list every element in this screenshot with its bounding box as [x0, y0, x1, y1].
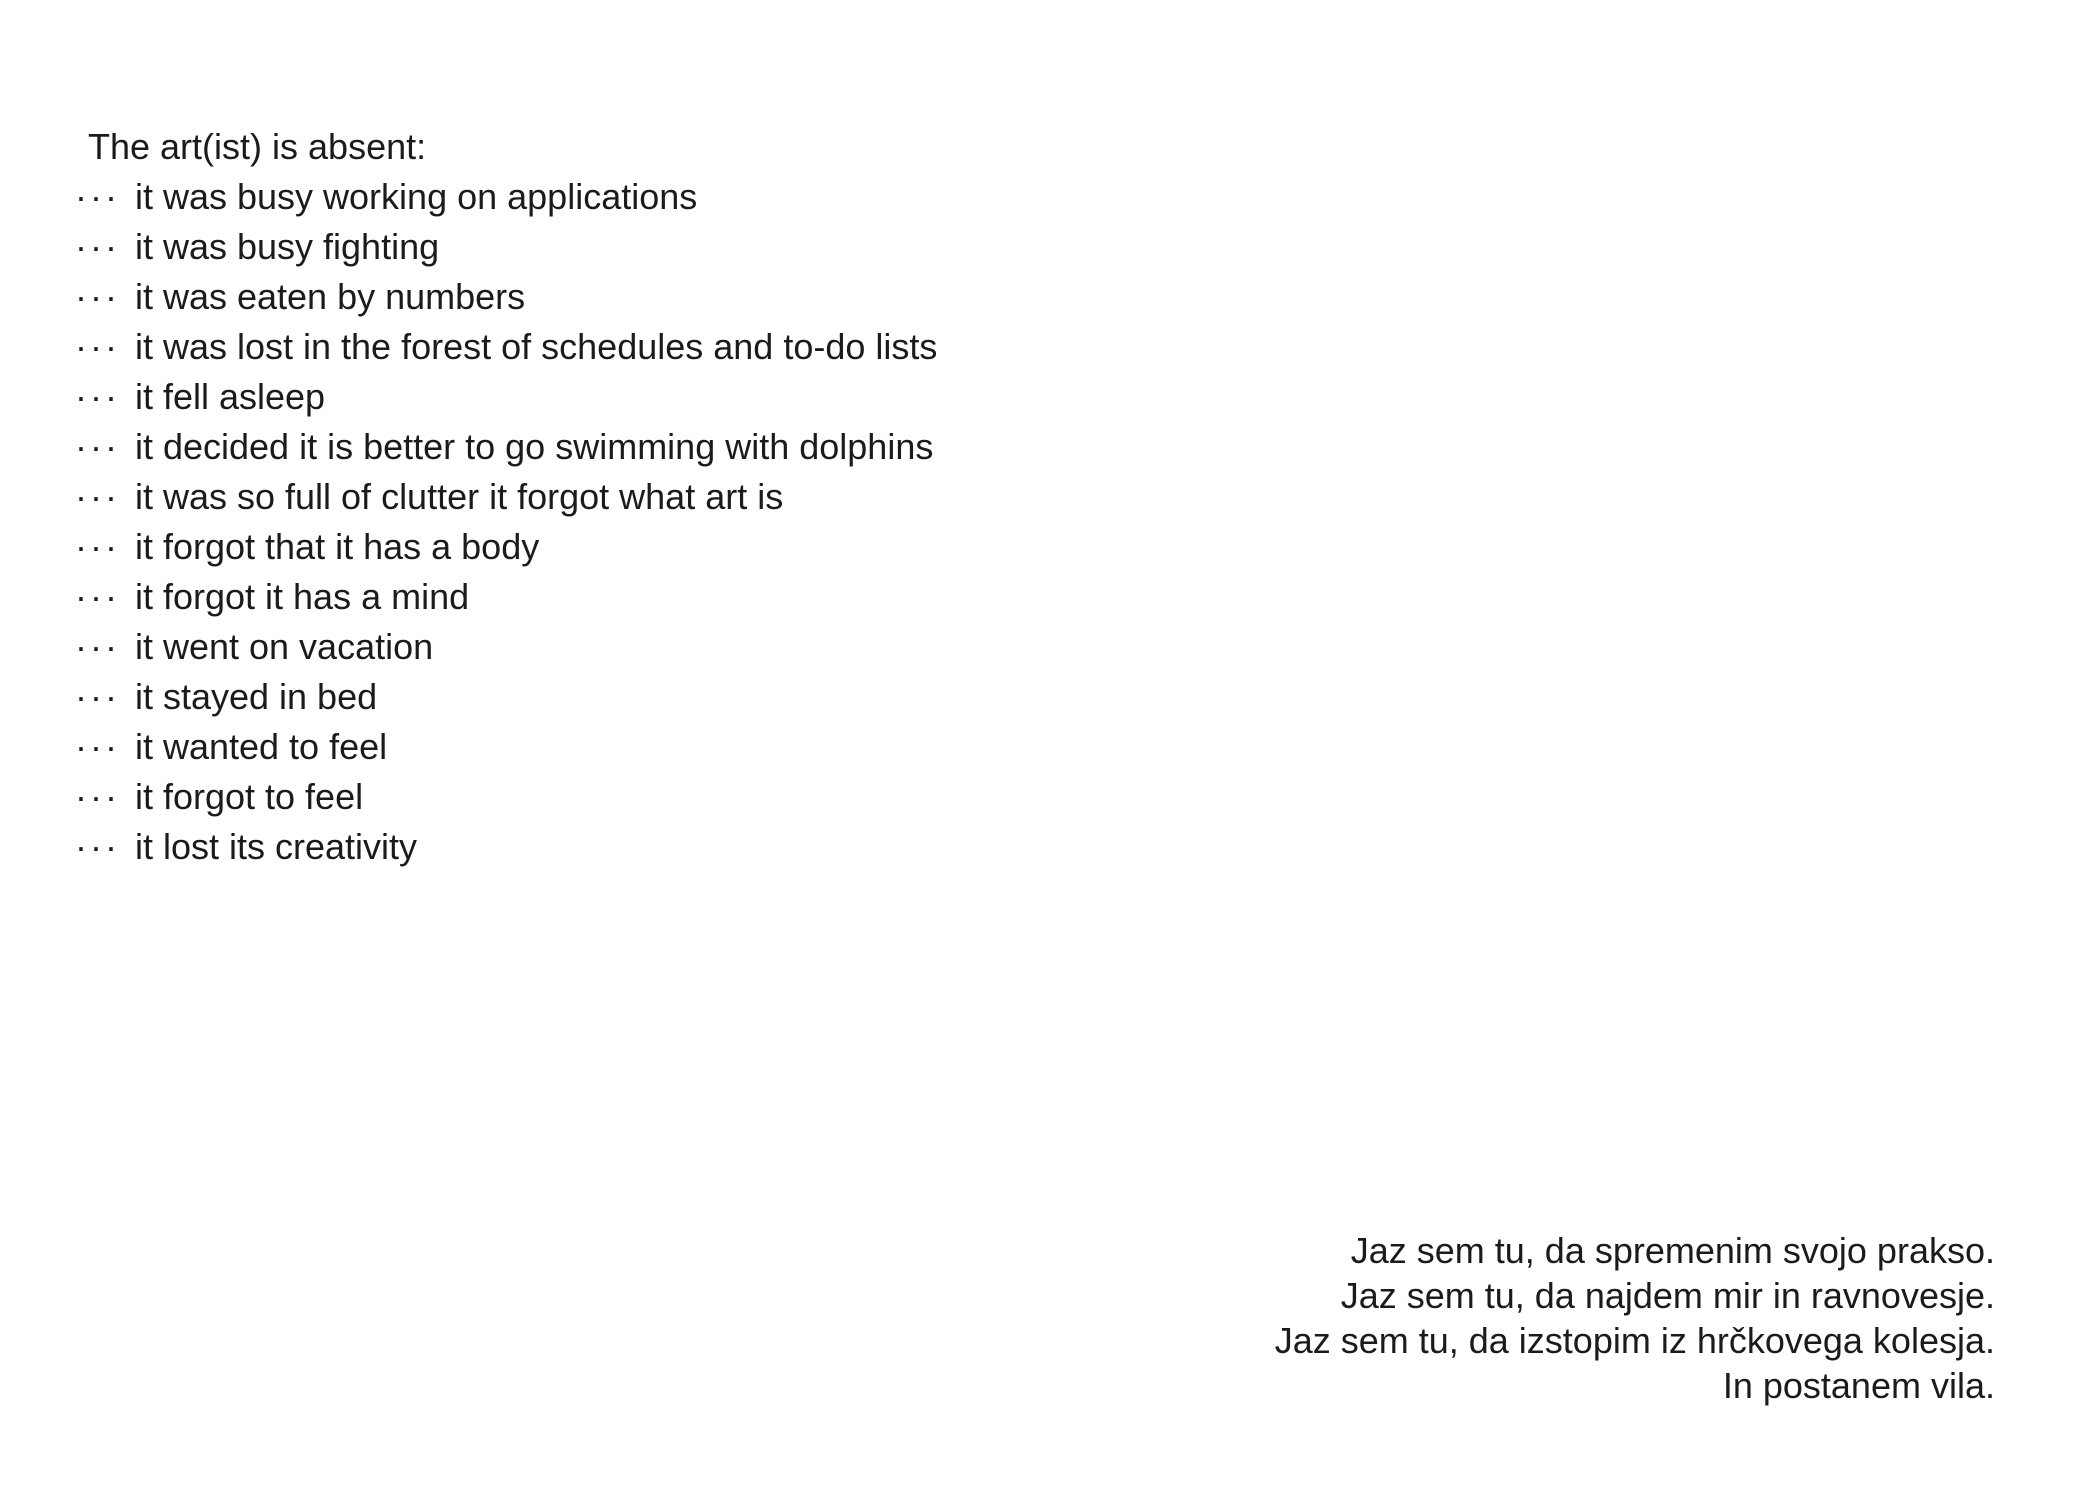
- ellipsis-bullet: ···: [75, 176, 120, 217]
- affirmation-line: Jaz sem tu, da izstopim iz hrčkovega kolesja.: [1274, 1320, 1995, 1361]
- affirmation-line: In postanem vila.: [1722, 1365, 1995, 1406]
- poem-line-text: it was lost in the forest of schedules and to-do lists: [134, 326, 938, 367]
- ellipsis-bullet: ···: [75, 476, 120, 517]
- poem-line-text: it forgot that it has a body: [134, 526, 540, 567]
- poem-line: [75, 772, 937, 822]
- poem-line-text: it went on vacation: [134, 626, 434, 667]
- ellipsis-bullet: ···: [75, 226, 120, 267]
- ellipsis-bullet: ···: [75, 776, 120, 817]
- poem-line: [75, 572, 937, 622]
- affirmations-block: [1275, 1228, 1995, 1408]
- ellipsis-bullet: ···: [75, 376, 120, 417]
- ellipsis-bullet: ···: [75, 276, 120, 317]
- poem-line-text: it was busy fighting: [134, 226, 440, 267]
- poem-line-text: it decided it is better to go swimming with dolphins: [134, 426, 934, 467]
- ellipsis-bullet: ···: [75, 626, 120, 667]
- affirmation-line: Jaz sem tu, da najdem mir in ravnovesje.: [1340, 1275, 1995, 1316]
- poem-line-text: it lost its creativity: [134, 826, 418, 867]
- poem-line: [75, 172, 937, 222]
- poem-title: The art(ist) is absent:: [88, 126, 427, 167]
- poem-line-text: it stayed in bed: [134, 676, 378, 717]
- poem-line: [75, 322, 937, 372]
- poem-line: [75, 422, 937, 472]
- poem-line-text: it was busy working on applications: [134, 176, 698, 217]
- ellipsis-bullet: ···: [75, 526, 120, 567]
- ellipsis-bullet: ···: [75, 676, 120, 717]
- poem-line: [75, 722, 937, 772]
- ellipsis-bullet: ···: [75, 726, 120, 767]
- ellipsis-bullet: ···: [75, 826, 120, 867]
- poem-line: [75, 622, 937, 672]
- ellipsis-bullet: ···: [75, 326, 120, 367]
- poem-line-text: it was eaten by numbers: [134, 276, 526, 317]
- affirmation-line: Jaz sem tu, da spremenim svojo prakso.: [1350, 1230, 1995, 1271]
- poem-line: [75, 672, 937, 722]
- ellipsis-bullet: ···: [75, 576, 120, 617]
- poem-line-text: it forgot it has a mind: [134, 576, 470, 617]
- poem-line: [75, 372, 937, 422]
- poem-block: [75, 122, 937, 872]
- poem-line-text: it forgot to feel: [134, 776, 364, 817]
- poem-line: [75, 472, 937, 522]
- poem-line: [75, 272, 937, 322]
- poem-line: [75, 522, 937, 572]
- ellipsis-bullet: ···: [75, 426, 120, 467]
- poem-line: [75, 822, 937, 872]
- poem-line-text: it fell asleep: [134, 376, 326, 417]
- poem-line-text: it was so full of clutter it forgot what art is: [134, 476, 784, 517]
- poem-line: [75, 222, 937, 272]
- poem-line-text: it wanted to feel: [134, 726, 388, 767]
